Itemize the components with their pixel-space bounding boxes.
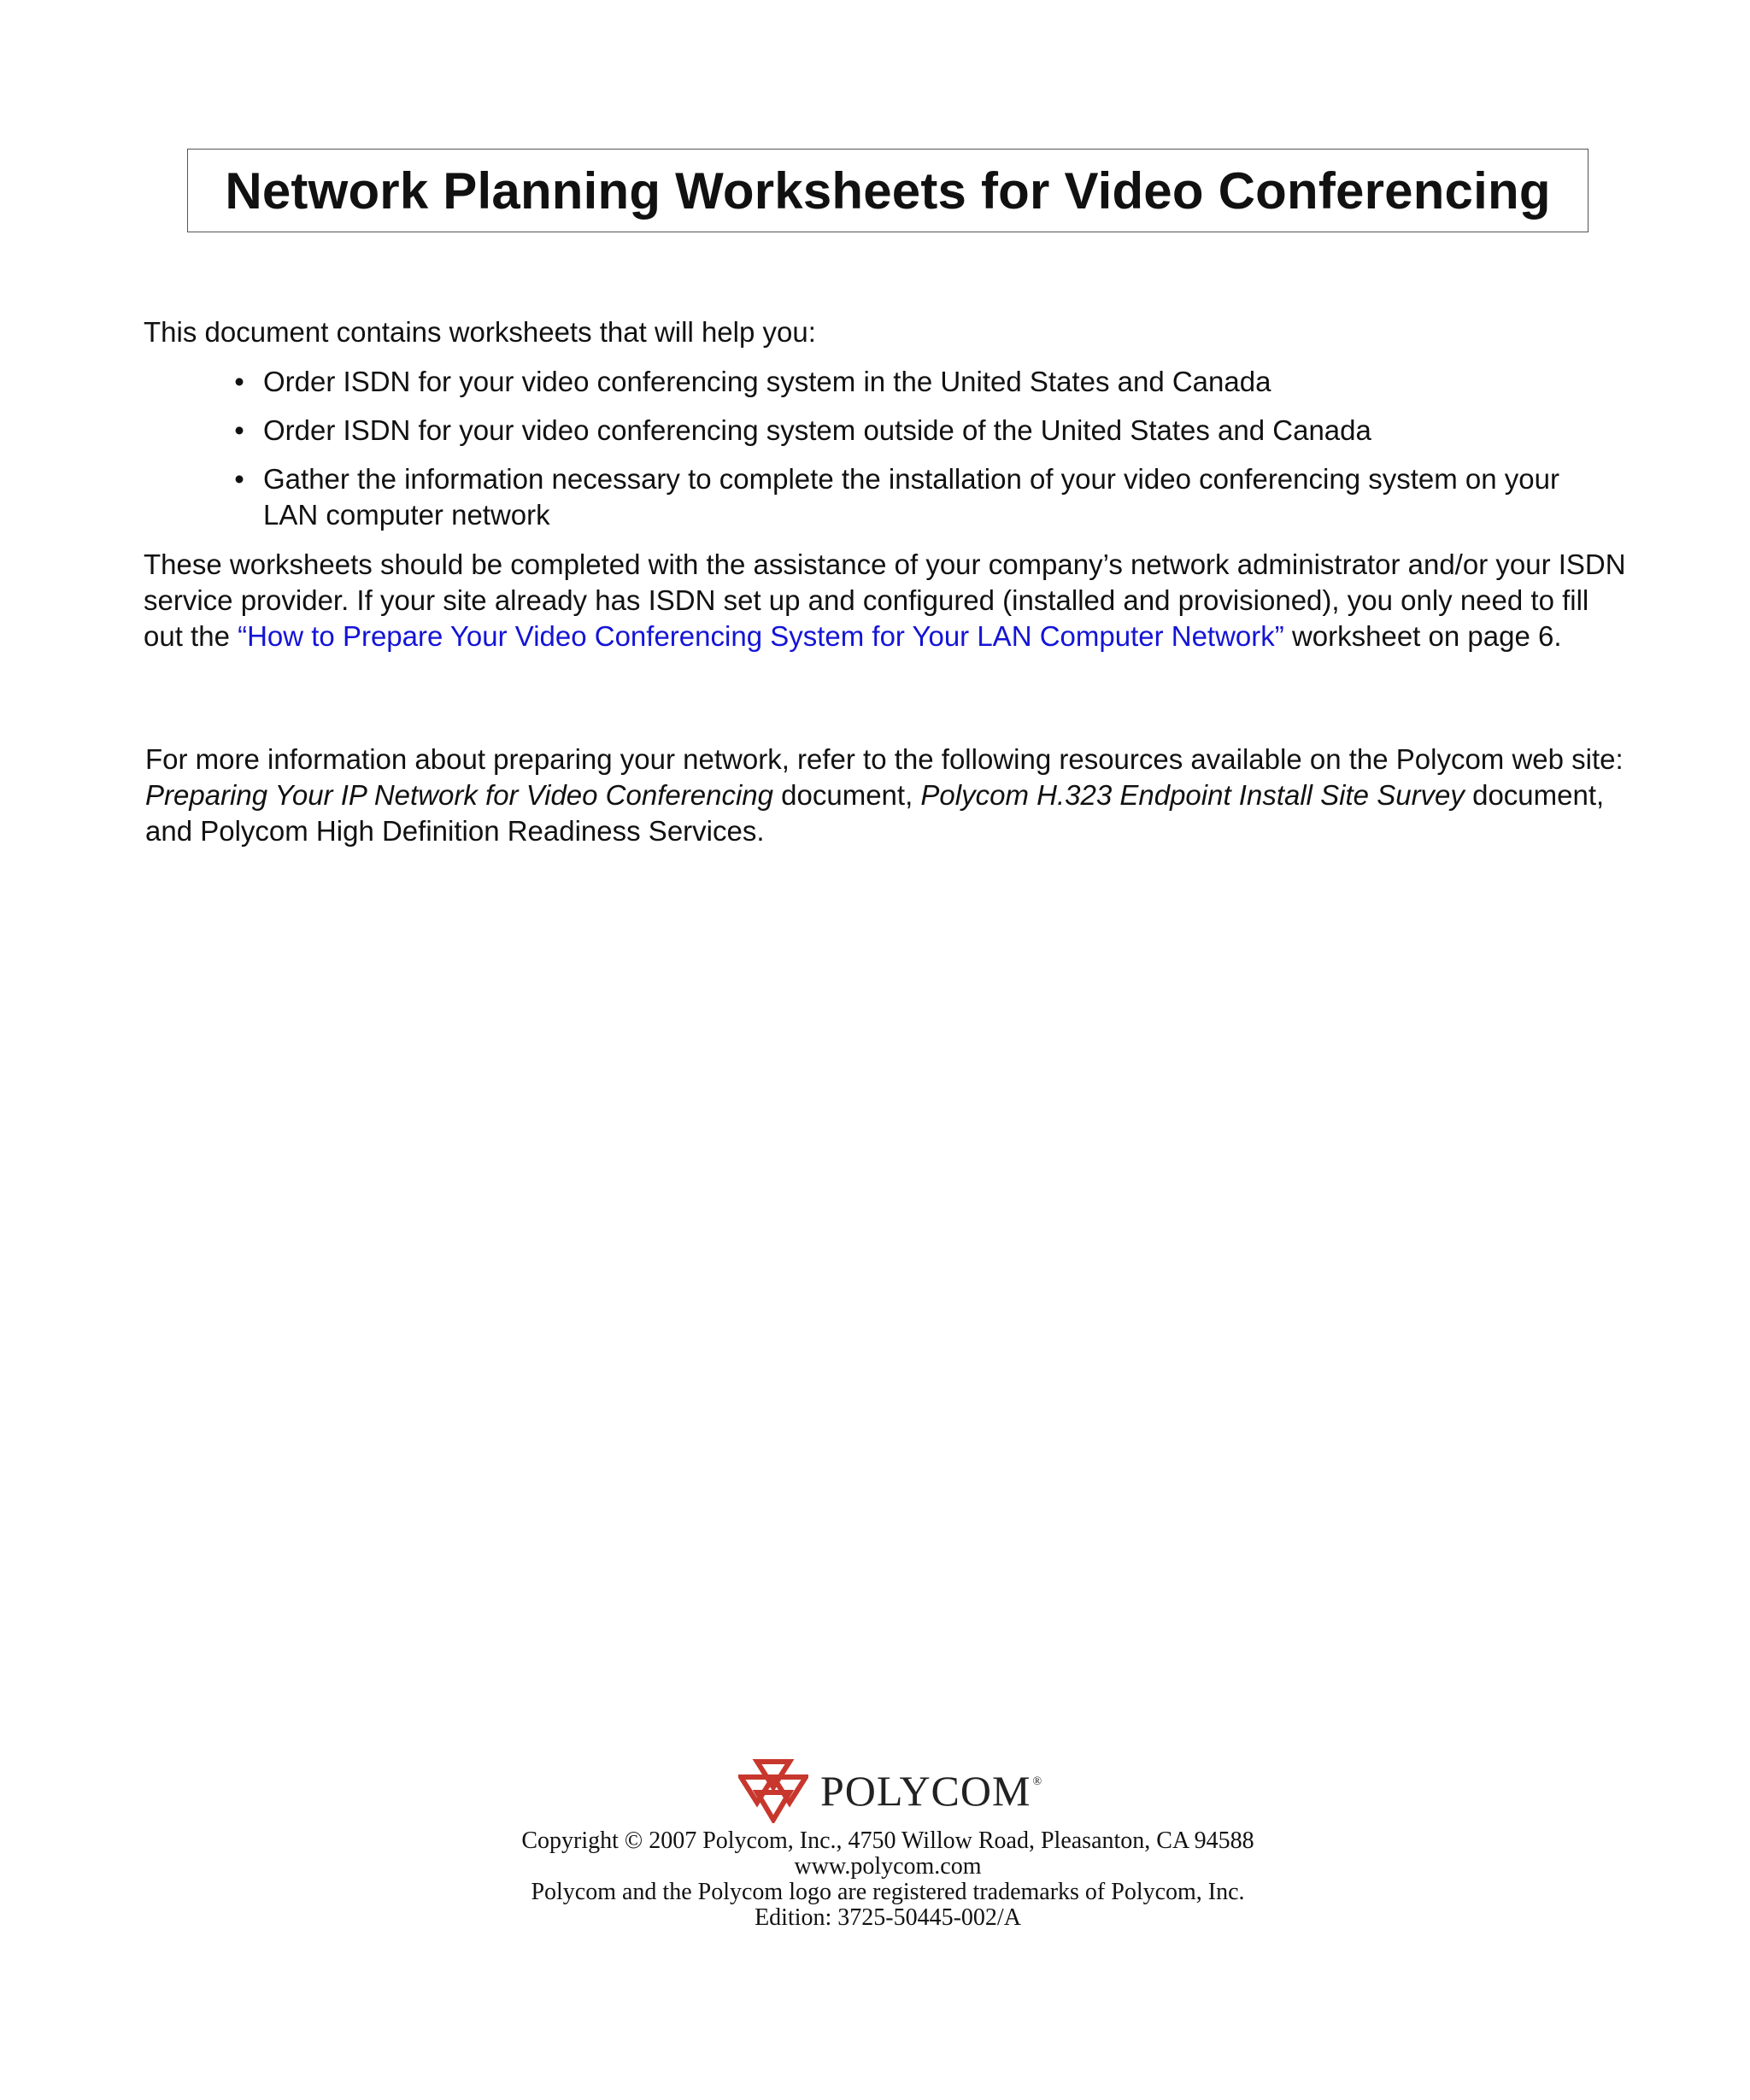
paragraph-text: For more information about preparing your network, refer to the following resources available on the Polycom web site: xyxy=(145,743,1624,775)
page-title: Network Planning Worksheets for Video Conferencing xyxy=(225,161,1551,220)
worksheet-paragraph xyxy=(144,547,1630,654)
list-item-text: Gather the information necessary to complete the installation of your video conferencing system on your LAN computer network xyxy=(263,463,1559,531)
paragraph-text: worksheet on page 6. xyxy=(1283,620,1562,652)
registered-mark: ® xyxy=(1032,1775,1042,1788)
list-item-text: Order ISDN for your video conferencing system in the United States and Canada xyxy=(263,366,1271,397)
polycom-logo xyxy=(738,1758,1042,1823)
trademark-line: Polycom and the Polycom logo are registered trademarks of Polycom, Inc. xyxy=(531,1879,1245,1905)
list-item xyxy=(231,413,1615,449)
polycom-logo-icon xyxy=(738,1758,808,1823)
paragraph-text: document, xyxy=(772,779,921,811)
title-box xyxy=(187,149,1589,232)
bullet-icon: • xyxy=(234,463,244,495)
list-item xyxy=(231,364,1615,400)
paragraph-text: These worksheets should be completed with the assistance of your company’s network administrator and/or your ISDN service provider. If your site already has ISDN set up and configured (installed and provisioned), you only need to fill out the xyxy=(144,548,1626,652)
list-item xyxy=(231,461,1615,533)
resources-paragraph xyxy=(145,742,1632,849)
intro-text: This document contains worksheets that will help you: xyxy=(144,316,816,348)
paragraph-text: document, and Polycom High Definition Readiness Services. xyxy=(145,779,1605,847)
copyright-line: Copyright © 2007 Polycom, Inc., 4750 Willow Road, Pleasanton, CA 94588 xyxy=(521,1827,1254,1854)
bullet-icon: • xyxy=(234,414,244,446)
resource-title: Preparing Your IP Network for Video Conferencing xyxy=(145,779,773,811)
bullet-list xyxy=(231,364,1615,546)
list-item-text: Order ISDN for your video conferencing system outside of the United States and Canada xyxy=(263,414,1371,446)
resource-title: Polycom H.323 Endpoint Install Site Survey xyxy=(920,779,1465,811)
website-line[interactable]: www.polycom.com xyxy=(794,1853,982,1880)
footer xyxy=(0,1828,1750,1931)
worksheet-link[interactable]: “How to Prepare Your Video Conferencing System for Your LAN Computer Network” xyxy=(238,620,1284,652)
polycom-wordmark: POLYCOM xyxy=(820,1767,1031,1815)
bullet-icon: • xyxy=(234,366,244,397)
edition-line: Edition: 3725-50445-002/A xyxy=(755,1904,1021,1931)
